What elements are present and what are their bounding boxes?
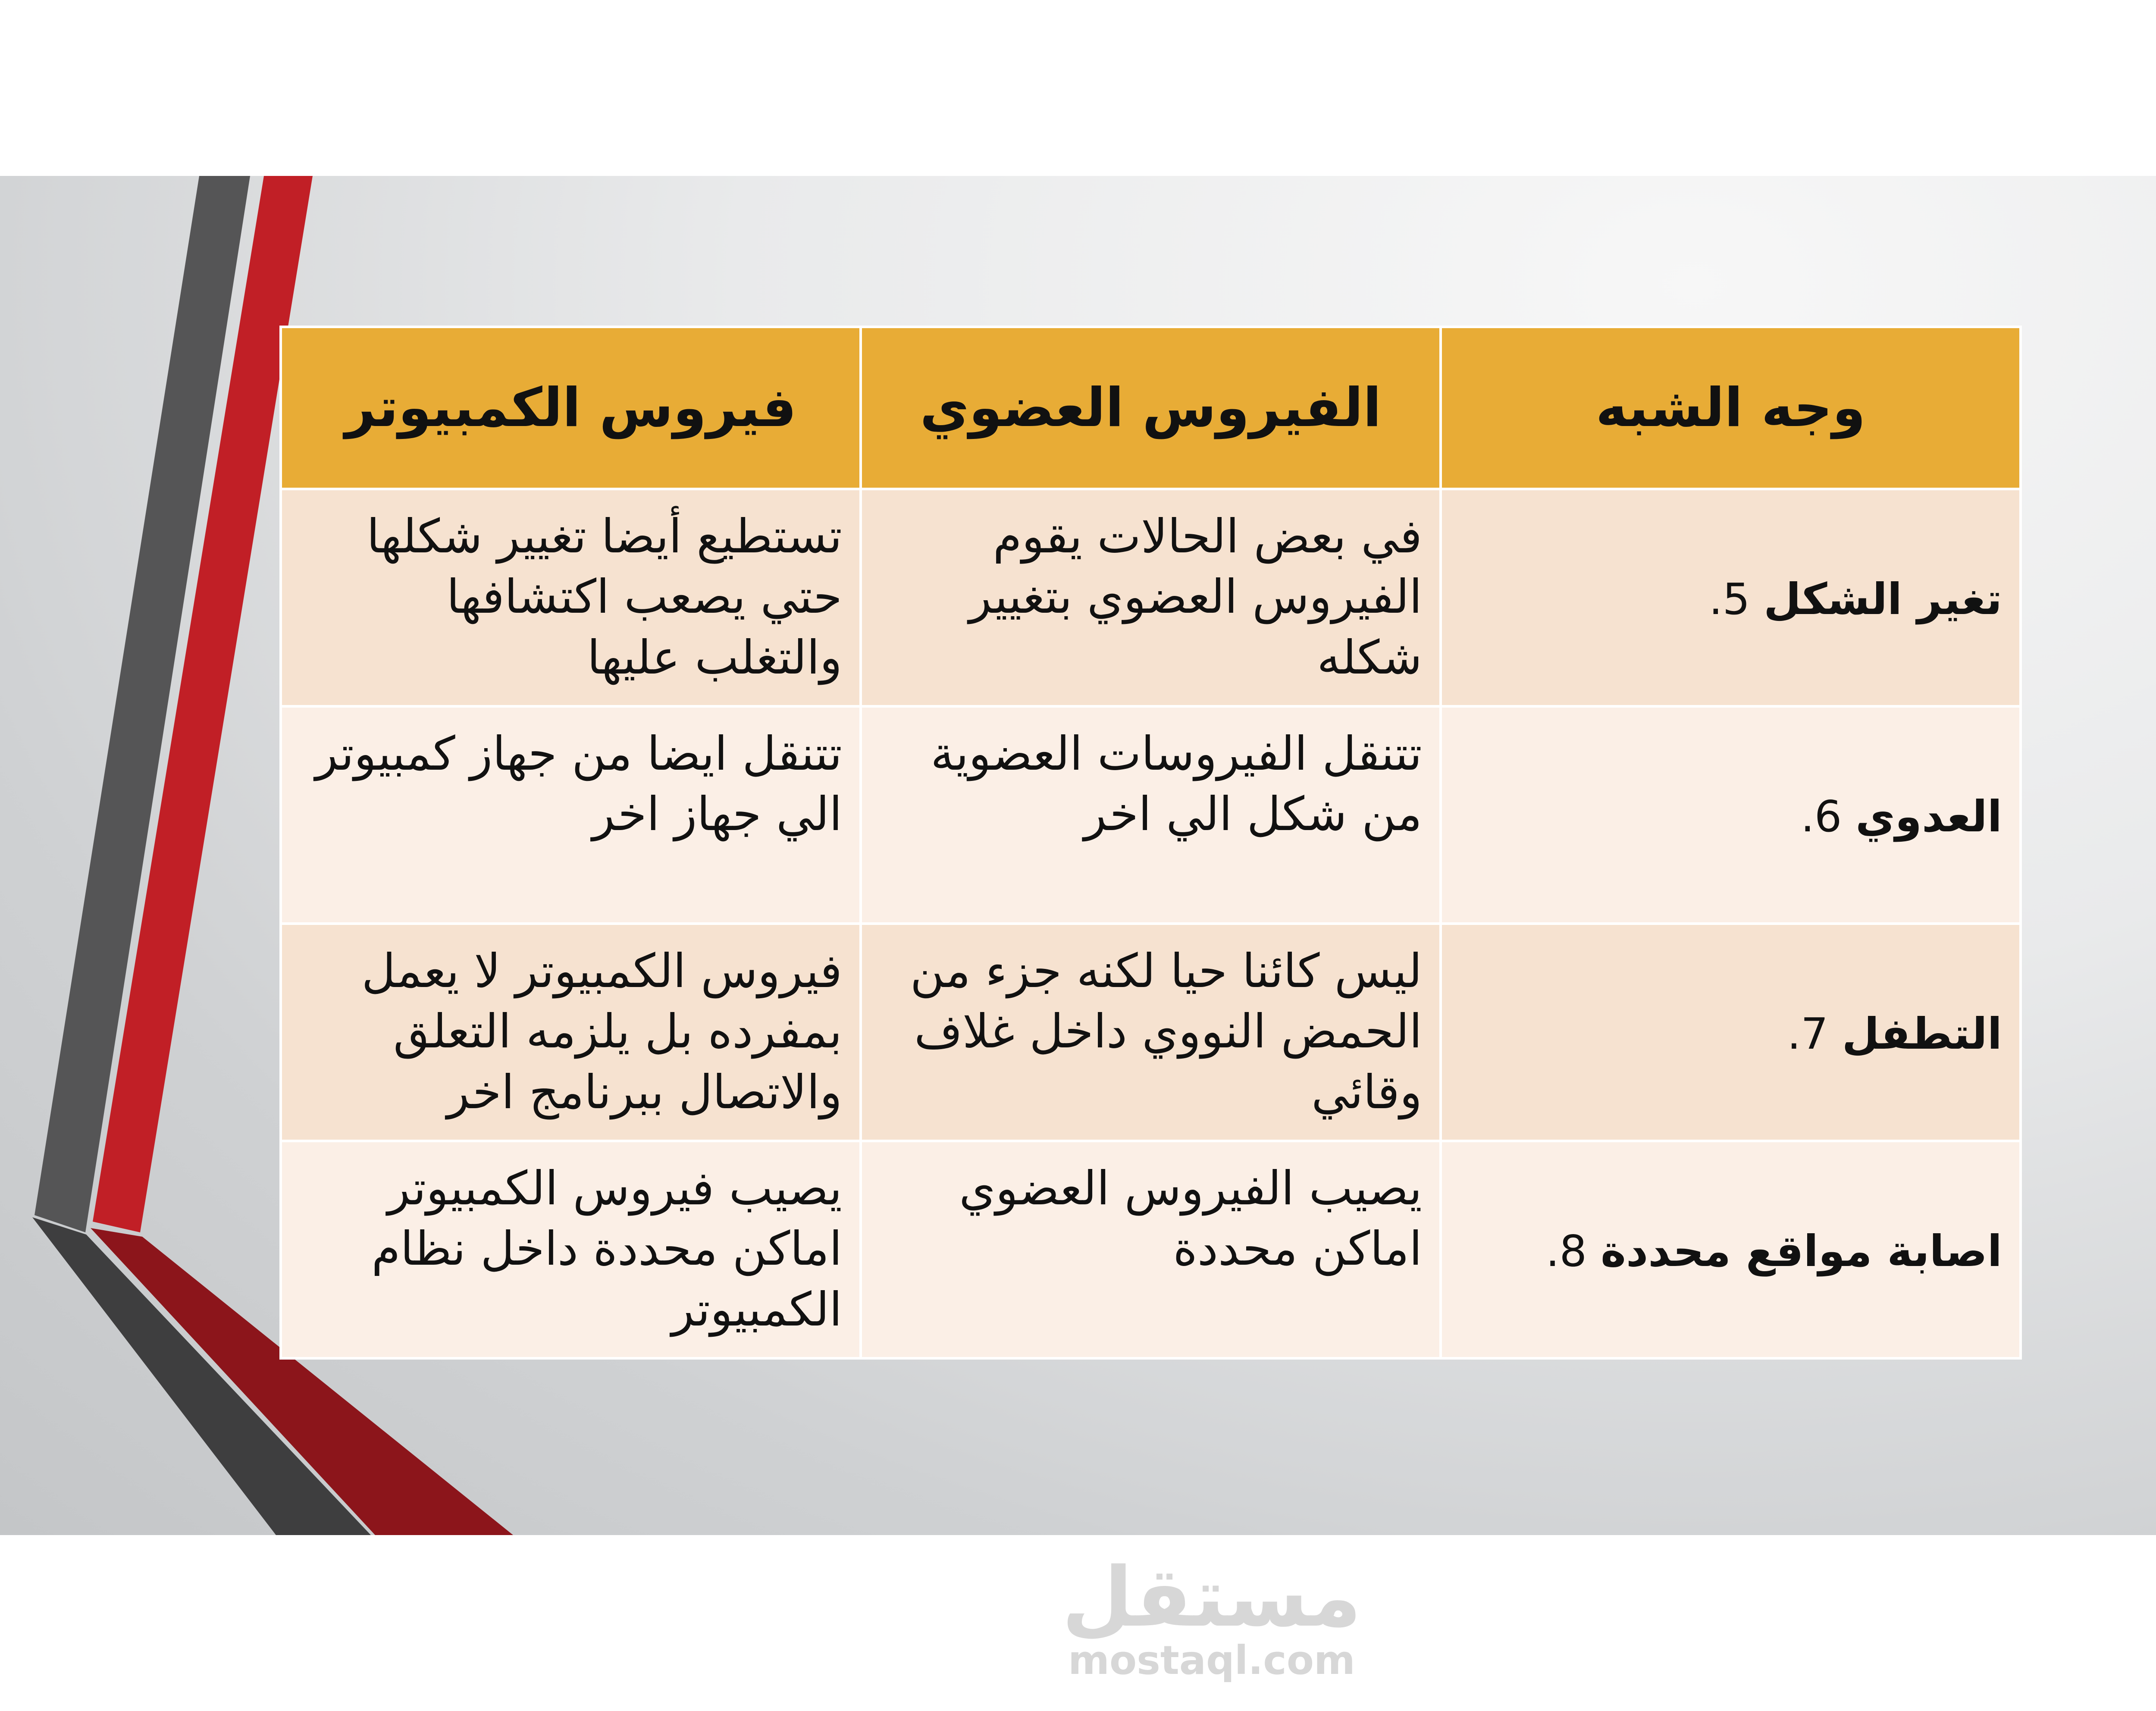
- computer-cell: تتنقل ايضا من جهاز كمبيوتر الي جهاز اخر: [281, 706, 861, 924]
- watermark-latin: mostaql.com: [1068, 1637, 1355, 1683]
- computer-cell: تستطيع أيضا تغيير شكلها حتي يصعب اكتشافها والتغلب عليها: [281, 489, 861, 706]
- aspect-cell: [1441, 1141, 2021, 1358]
- row-number: 6.: [1800, 791, 1842, 842]
- aspect-cell: [1441, 706, 2021, 924]
- table-row: [281, 924, 2021, 1141]
- organic-cell: في بعض الحالات يقوم الفيروس العضوي بتغيير شكله: [861, 489, 1441, 706]
- computer-cell: يصيب فيروس الكمبيوتر اماكن محددة داخل نظام الكمبيوتر: [281, 1141, 861, 1358]
- slide: [0, 176, 2156, 1535]
- table-row: [281, 706, 2021, 924]
- watermark-arabic: مستقل: [1062, 1550, 1362, 1645]
- table-row: [281, 1141, 2021, 1358]
- organic-cell: يصيب الفيروس العضوي اماكن محددة: [861, 1141, 1441, 1358]
- comparison-table: [279, 326, 2022, 1360]
- table-row: [281, 489, 2021, 706]
- aspect-cell: [1441, 489, 2021, 706]
- aspect-cell: [1441, 924, 2021, 1141]
- header-aspect: وجه الشبه: [1441, 327, 2021, 489]
- aspect-label: تغير الشكل: [1764, 574, 2002, 624]
- row-number: 7.: [1787, 1009, 1828, 1059]
- row-number: 5.: [1708, 574, 1750, 624]
- row-number: 8.: [1545, 1226, 1587, 1276]
- header-organic-virus: الفيروس العضوي: [861, 327, 1441, 489]
- aspect-label: التطفل: [1842, 1009, 2002, 1059]
- table-header-row: [281, 327, 2021, 489]
- organic-cell: تتنقل الفيروسات العضوية من شكل الي اخر: [861, 706, 1441, 924]
- aspect-label: العدوي: [1855, 791, 2002, 842]
- aspect-label: اصابة مواقع محددة: [1600, 1226, 2002, 1276]
- organic-cell: ليس كائنا حيا لكنه جزء من الحمض النووي داخل غلاف وقائي: [861, 924, 1441, 1141]
- computer-cell: فيروس الكمبيوتر لا يعمل بمفرده بل يلزمه التعلق والاتصال ببرنامج اخر: [281, 924, 861, 1141]
- header-computer-virus: فيروس الكمبيوتر: [281, 327, 861, 489]
- mostaql-watermark: [1061, 1550, 1363, 1683]
